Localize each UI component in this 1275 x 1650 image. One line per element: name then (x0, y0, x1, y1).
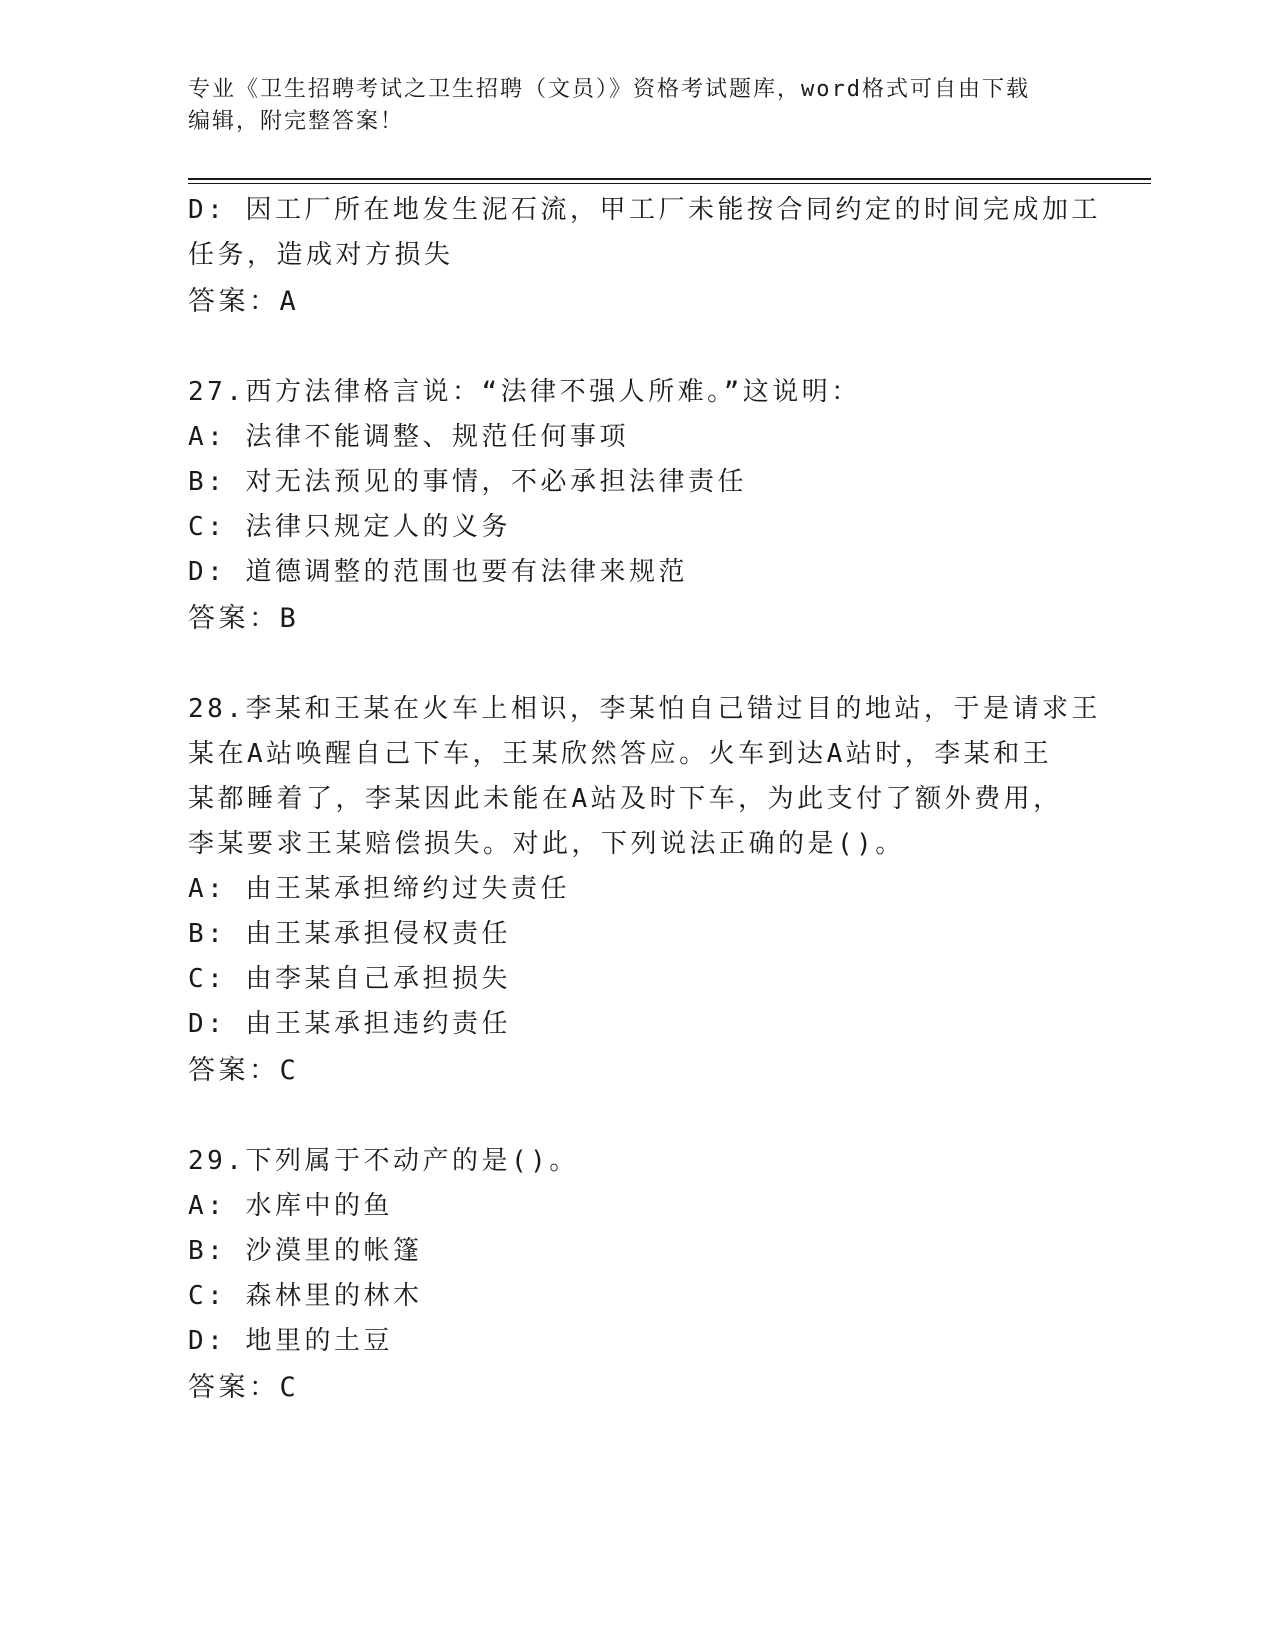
question-stem-line-3: 某都睡着了，李某因此未能在A站及时下车，为此支付了额外费用， (188, 784, 1063, 814)
question-stem-line-4: 李某要求王某赔偿损失。对此，下列说法正确的是()。 (188, 829, 905, 859)
question-content (188, 188, 1101, 1411)
question-stem-line-2: 某在A站唤醒自己下车，王某欣然答应。火车到达A站时，李某和王 (188, 739, 1053, 769)
option-b: B: 沙漠里的帐篷 (188, 1236, 423, 1266)
answer-label: 答案：C (188, 1372, 300, 1403)
option-d-line-1: D: 因工厂所在地发生泥石流，甲工厂未能按合同约定的时间完成加工 (188, 195, 1101, 225)
option-d: D: 道德调整的范围也要有法律来规范 (188, 557, 688, 587)
option-c: C: 法律只规定人的义务 (188, 512, 511, 542)
option-d: D: 由王某承担违约责任 (188, 1009, 511, 1039)
question-27 (188, 370, 1088, 642)
answer-label: 答案：A (188, 286, 300, 317)
option-c: C: 由李某自己承担损失 (188, 964, 511, 994)
option-d: D: 地里的土豆 (188, 1326, 393, 1356)
header-line-2: 编辑，附完整答案！ (188, 109, 405, 134)
option-a: A: 法律不能调整、规范任何事项 (188, 422, 629, 452)
option-b: B: 由王某承担侵权责任 (188, 919, 511, 949)
header-line-1: 专业《卫生招聘考试之卫生招聘（文员）》资格考试题库，word格式可自由下载 (188, 77, 1030, 102)
answer-label: 答案：C (188, 1055, 300, 1086)
document-header (188, 74, 1088, 138)
answer-label: 答案：B (188, 603, 300, 634)
question-29 (188, 1139, 1088, 1411)
option-d-line-2: 任务，造成对方损失 (188, 240, 454, 270)
option-b: B: 对无法预见的事情，不必承担法律责任 (188, 467, 747, 497)
option-a: A: 水库中的鱼 (188, 1191, 393, 1221)
question-28 (188, 687, 1101, 1094)
option-c: C: 森林里的林木 (188, 1281, 423, 1311)
question-stem: 29.下列属于不动产的是()。 (188, 1146, 579, 1176)
question-stem-line-1: 28.李某和王某在火车上相识，李某怕自己错过目的地站，于是请求王 (188, 694, 1101, 724)
continued-question (188, 188, 1101, 325)
header-divider-thin (188, 183, 1151, 184)
question-stem: 27.西方法律格言说：“法律不强人所难。”这说明： (188, 377, 861, 407)
header-divider-thick (188, 178, 1151, 180)
option-a: A: 由王某承担缔约过失责任 (188, 874, 570, 904)
